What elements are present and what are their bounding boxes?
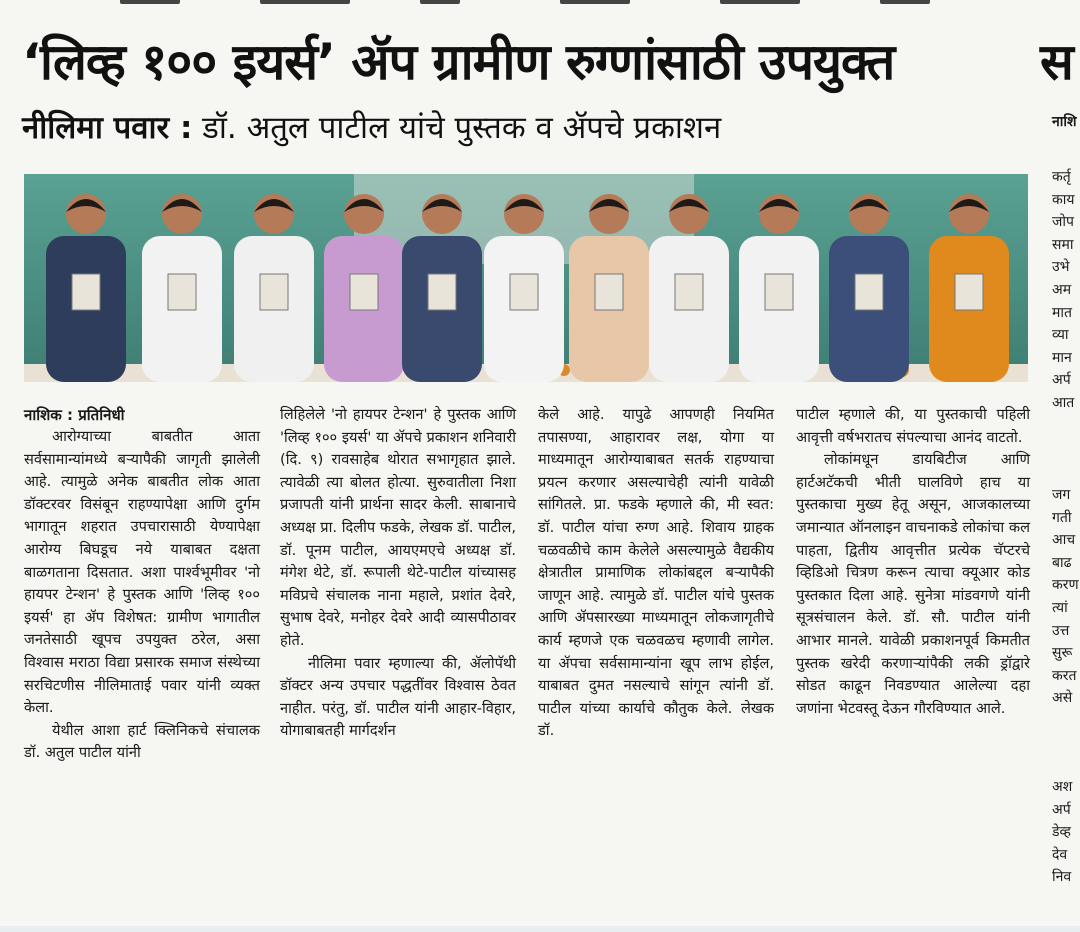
- next-article-column-fragment-1: [1052, 166, 1080, 415]
- paragraph: आरोग्याच्या बाबतीत आता सर्वसामान्यांमध्ये बऱ्यापैकी जागृती झालेली आहे. त्यामुळे अनेक बाबतीत लोक आता डॉक्टरवर विसंबून राहण्यापेक्षा आणि दुर्गम भागातून शहरात उपचारासाठी येण्यापेक्षा आरोग्य बिघडूच नये याबाबत दक्षता बाळगताना दिसतात. अशा पार्श्वभूमीवर 'नो हायपर टेन्शन' हे पुस्तक आणि 'लिव्ह १०० इयर्स' हा ॲप विशेषत: ग्रामीण भागातील जनतेसाठी खूपच उपयुक्त ठरेल, असा विश्वास मराठा विद्या प्रसारक समाज संस्थेच्या सरचिटणीस नीलिमाताई पवार यांनी व्यक्त केला.: [24, 428, 260, 717]
- edge-text-line: निव: [1052, 869, 1072, 886]
- edge-text-line: अर्प: [1052, 801, 1071, 818]
- paragraph: केले आहे. यापुढे आपणही नियमित तपासण्या, आहारावर लक्ष, योगा या माध्यमातून आरोग्याबाबत सतर्क राहण्याचा प्रयत्न करणार असल्याचेही त्यांनी यावेळी सांगितले. प्रा. फडके म्हणाले की, मी स्वत: डॉ. पाटील यांचा रुग्ण आहे. शिवाय ग्राहक चळवळीचे काम केलेले असल्यामुळे वैद्यकीय क्षेत्रातील प्रामाणिक लोकांबद्दल बऱ्यापैकी जाणून आहे. त्यामुळे डॉ. पाटील यांचे पुस्तक आणि ॲपसारख्या माध्यमातून लोकजागृतीचे कार्य म्हणजे एक चळवळच म्हणावी लागेल. या ॲपचा सर्वसामान्यांना खूप लाभ होईल, याबाबत दुमत नसल्याचे सांगून त्यांनी डॉ. पाटील यांच्या कार्याचे कौतुक केले. लेखक डॉ.: [538, 406, 774, 740]
- edge-text-line: गती: [1052, 509, 1072, 526]
- edge-text-line: करण: [1052, 577, 1079, 594]
- next-article-column-fragment-2: [1052, 484, 1080, 710]
- edge-text-line: व्या: [1052, 327, 1069, 344]
- edge-text-line: सुरू: [1052, 645, 1073, 662]
- edge-text-line: करत: [1052, 667, 1077, 684]
- edge-text-line: अर्प: [1052, 372, 1071, 389]
- edge-text-line: असे: [1052, 690, 1073, 707]
- edge-text-line: आच: [1052, 532, 1076, 549]
- paragraph: लिहिलेले 'नो हायपर टेन्शन' हे पुस्तक आणि 'लिव्ह १०० इयर्स' या ॲपचे प्रकाशन शनिवारी (दि. ९) रावसाहेब थोरात सभागृहात झाले. त्यावेळी त्या बोलत होत्या. सुरुवातीला निशा प्रजापती यांनी प्रार्थना सादर केली. साबानाचे अध्यक्ष प्रा. दिलीप फडके, लेखक डॉ. पाटील, डॉ. पूनम पाटील, आयएमएचे अध्यक्ष डॉ. मंगेश थेटे, डॉ. रूपाली थेटे-पाटील यांच्यासह मविप्रचे संचालक नाना महाले, प्रशांत देवरे, सुभाष देवरे, मनोहर देवरे आदी व्यासपीठावर होते.: [280, 406, 516, 649]
- paragraph: पाटील म्हणाले की, या पुस्तकाची पहिली आवृत्ती वर्षभरातच संपल्याचा आनंद वाटतो.: [796, 406, 1030, 446]
- edge-text-line: समा: [1052, 236, 1074, 253]
- edge-text-line: बाढ: [1052, 554, 1072, 571]
- edge-text-line: देव: [1052, 846, 1068, 863]
- edge-text-line: त्यां: [1052, 599, 1068, 616]
- paragraph: येथील आशा हार्ट क्लिनिकचे संचालक डॉ. अतुल पाटील यांनी: [24, 721, 260, 762]
- subhead-speaker: नीलिमा पवार :: [22, 110, 193, 146]
- edge-text-line: मान: [1052, 349, 1072, 366]
- subhead-text: डॉ. अतुल पाटील यांचे पुस्तक व ॲपचे प्रकाशन: [202, 110, 722, 146]
- edge-text-line: काय: [1052, 191, 1075, 208]
- next-article-column-fragment-3: [1052, 776, 1080, 889]
- edge-text-line: कर्तृ: [1052, 169, 1071, 185]
- paragraph: लोकांमधून डायबिटीज आणि हार्टअटॅकची भीती घालविणे हाच या पुस्तकाचा मुख्य हेतू असून, आजकालच्या जमान्यात ऑनलाइन वाचनाकडे लोकांचा कल पाहता, द्वितीय आवृत्तीत प्रत्येक चॅप्टरचे व्हिडिओ चित्रण करून त्याचा क्यूआर कोड पुस्तकात दिला आहे. सुनेत्रा मांडवगणे यांनी सूत्रसंचालन केले. डॉ. सौ. पाटील यांनी आभार मानले. यावेळी प्रकाशनपूर्व किमतीत पुस्तक खरेदी करणाऱ्यांपैकी लकी ड्रॉद्वारे सोडत काढून निवडण्यात आलेल्या दहा जणांना भेटवस्तू देऊन गौरविण्यात आले.: [796, 451, 1030, 717]
- next-article-dateline-fragment: नाशि: [1052, 114, 1077, 130]
- paragraph: नीलिमा पवार म्हणाल्या की, ॲलोपॅथी डॉक्टर अन्य उपचार पद्धतींवर विश्वास ठेवत नाहीत. परंतु, डॉ. पाटील यांनी आहार-विहार, योगाबाबतही मार्गदर्शन: [280, 654, 516, 740]
- previous-article-strip: [0, 0, 1080, 12]
- edge-text-line: उभे: [1052, 259, 1070, 276]
- edge-text-line: डेव्ह: [1052, 824, 1071, 841]
- page-bottom-edge: [0, 926, 1080, 932]
- dateline: नाशिक : प्रतिनिधी: [24, 406, 125, 424]
- subheadline: [22, 104, 721, 154]
- edge-text-line: अश: [1052, 779, 1073, 795]
- article-column-1: [24, 426, 260, 765]
- article-column-4: [796, 404, 1030, 720]
- edge-text-line: मात: [1052, 304, 1072, 321]
- edge-text-line: उत्त: [1052, 622, 1070, 639]
- next-article-headline-fragment: स: [1040, 33, 1074, 91]
- edge-text-line: जग: [1052, 487, 1071, 503]
- edge-text-line: जोप: [1052, 214, 1074, 231]
- edge-text-line: आत: [1052, 394, 1075, 411]
- event-photo: [24, 174, 1028, 382]
- edge-text-line: अम: [1052, 281, 1072, 298]
- article-column-2: [280, 404, 516, 743]
- headline: ‘लिव्ह १०० इयर्स’ ॲप ग्रामीण रुग्णांसाठी उपयुक्त: [22, 33, 895, 91]
- article-column-3: [538, 404, 774, 743]
